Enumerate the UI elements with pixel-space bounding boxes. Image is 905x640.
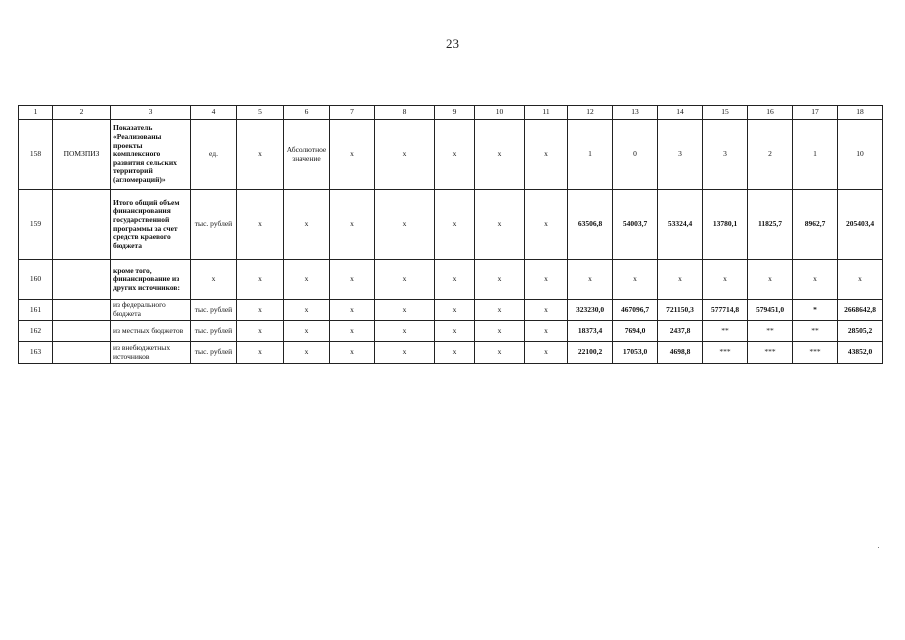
- indicator-code-cell: ПОМЗПИЗ: [53, 120, 111, 190]
- total-cell: 43852,0: [838, 342, 883, 364]
- table-cell: х: [330, 260, 375, 300]
- indicator-code-cell: [53, 342, 111, 364]
- table-cell: х: [525, 300, 568, 321]
- column-number-cell: 8: [375, 106, 435, 120]
- table-cell: х: [525, 321, 568, 342]
- value-cell: 13780,1: [703, 190, 748, 260]
- indicator-code-cell: [53, 321, 111, 342]
- table-cell: х: [435, 342, 475, 364]
- indicator-name-cell: кроме того, финансирование из других источников:: [111, 260, 191, 300]
- table-cell: х: [475, 321, 525, 342]
- value-cell: 3: [703, 120, 748, 190]
- indicator-name-cell: из внебюджетных источников: [111, 342, 191, 364]
- row-number-cell: 162: [19, 321, 53, 342]
- table-cell: х: [525, 120, 568, 190]
- column-number-row: [19, 106, 883, 120]
- column-number-cell: 1: [19, 106, 53, 120]
- page-number: 23: [446, 36, 459, 51]
- total-cell: 28505,2: [838, 321, 883, 342]
- table-cell: х: [525, 260, 568, 300]
- table-cell: х: [375, 300, 435, 321]
- value-cell: 53324,4: [658, 190, 703, 260]
- value-cell: 22100,2: [568, 342, 613, 364]
- total-cell: 205403,4: [838, 190, 883, 260]
- column-number-cell: 14: [658, 106, 703, 120]
- unit-cell: тыс. рублей: [191, 342, 237, 364]
- table-cell: х: [375, 190, 435, 260]
- row-number-cell: 161: [19, 300, 53, 321]
- value-cell: ***: [703, 342, 748, 364]
- value-cell: х: [613, 260, 658, 300]
- column-number-cell: 7: [330, 106, 375, 120]
- column-number-cell: 2: [53, 106, 111, 120]
- table-cell: х: [237, 260, 284, 300]
- table-cell: х: [435, 300, 475, 321]
- total-cell: 10: [838, 120, 883, 190]
- table-cell: х: [525, 342, 568, 364]
- row-number-cell: 159: [19, 190, 53, 260]
- value-cell: 0: [613, 120, 658, 190]
- table-cell: х: [435, 120, 475, 190]
- table-cell: х: [284, 190, 330, 260]
- table-cell: х: [284, 321, 330, 342]
- table-cell: х: [284, 342, 330, 364]
- value-cell: 467096,7: [613, 300, 658, 321]
- table-cell: х: [375, 342, 435, 364]
- column-number-cell: 18: [838, 106, 883, 120]
- value-cell: 579451,0: [748, 300, 793, 321]
- row-number-cell: 160: [19, 260, 53, 300]
- table-cell: х: [237, 321, 284, 342]
- table-cell: х: [284, 300, 330, 321]
- row-number-cell: 158: [19, 120, 53, 190]
- value-cell: 2: [748, 120, 793, 190]
- indicator-code-cell: [53, 300, 111, 321]
- value-cell: 3: [658, 120, 703, 190]
- value-cell: **: [793, 321, 838, 342]
- value-cell: 4698,8: [658, 342, 703, 364]
- table-row: [19, 120, 883, 190]
- value-cell: **: [748, 321, 793, 342]
- table-cell: х: [237, 300, 284, 321]
- value-cell: х: [748, 260, 793, 300]
- table-cell: х: [330, 120, 375, 190]
- unit-cell: ед.: [191, 120, 237, 190]
- table-cell: х: [284, 260, 330, 300]
- value-cell: 54003,7: [613, 190, 658, 260]
- column-number-cell: 9: [435, 106, 475, 120]
- column-number-cell: 13: [613, 106, 658, 120]
- value-cell: *: [793, 300, 838, 321]
- table-cell: х: [375, 120, 435, 190]
- table-cell: х: [237, 342, 284, 364]
- column-number-cell: 5: [237, 106, 284, 120]
- table-cell: х: [330, 321, 375, 342]
- table-cell: х: [475, 260, 525, 300]
- table-cell: х: [237, 120, 284, 190]
- row-number-cell: 163: [19, 342, 53, 364]
- value-cell: 2437,8: [658, 321, 703, 342]
- indicator-name-cell: Показатель «Реализованы проекты комплексного развития сельских территорий (агломераций)»: [111, 120, 191, 190]
- table-cell: х: [375, 260, 435, 300]
- value-cell: 1: [568, 120, 613, 190]
- table-row: [19, 190, 883, 260]
- value-cell: 7694,0: [613, 321, 658, 342]
- value-cell: 1: [793, 120, 838, 190]
- table-cell: х: [475, 190, 525, 260]
- table-row: [19, 260, 883, 300]
- value-cell: 721150,3: [658, 300, 703, 321]
- column-number-cell: 11: [525, 106, 568, 120]
- table-cell: х: [525, 190, 568, 260]
- unit-cell: х: [191, 260, 237, 300]
- total-cell: 2668642,8: [838, 300, 883, 321]
- value-cell: х: [793, 260, 838, 300]
- value-cell: 577714,8: [703, 300, 748, 321]
- value-cell: 8962,7: [793, 190, 838, 260]
- indicator-name-cell: Итого общий объем финансирования государственной программы за счет средств краевого бюджета: [111, 190, 191, 260]
- column-number-cell: 6: [284, 106, 330, 120]
- unit-cell: тыс. рублей: [191, 300, 237, 321]
- column-number-cell: 3: [111, 106, 191, 120]
- column-number-cell: 16: [748, 106, 793, 120]
- total-cell: х: [838, 260, 883, 300]
- table-cell: х: [237, 190, 284, 260]
- table-cell: х: [435, 190, 475, 260]
- value-cell: 17053,0: [613, 342, 658, 364]
- table-cell: Абсолютное значение: [284, 120, 330, 190]
- table-row: [19, 300, 883, 321]
- table-cell: х: [475, 300, 525, 321]
- value-cell: 18373,4: [568, 321, 613, 342]
- column-number-cell: 17: [793, 106, 838, 120]
- table-cell: х: [475, 120, 525, 190]
- value-cell: 323230,0: [568, 300, 613, 321]
- value-cell: х: [658, 260, 703, 300]
- column-number-cell: 12: [568, 106, 613, 120]
- table-row: [19, 321, 883, 342]
- table-cell: х: [330, 342, 375, 364]
- program-table: [18, 105, 883, 364]
- scan-speck: [878, 547, 879, 548]
- value-cell: 63506,8: [568, 190, 613, 260]
- table-cell: х: [475, 342, 525, 364]
- value-cell: ***: [748, 342, 793, 364]
- value-cell: х: [568, 260, 613, 300]
- value-cell: **: [703, 321, 748, 342]
- table-cell: х: [435, 321, 475, 342]
- table-cell: х: [330, 300, 375, 321]
- indicator-code-cell: [53, 260, 111, 300]
- table-cell: х: [330, 190, 375, 260]
- value-cell: 11825,7: [748, 190, 793, 260]
- value-cell: ***: [793, 342, 838, 364]
- indicator-code-cell: [53, 190, 111, 260]
- value-cell: х: [703, 260, 748, 300]
- unit-cell: тыс. рублей: [191, 321, 237, 342]
- unit-cell: тыс. рублей: [191, 190, 237, 260]
- table-cell: х: [435, 260, 475, 300]
- column-number-cell: 4: [191, 106, 237, 120]
- indicator-name-cell: из местных бюджетов: [111, 321, 191, 342]
- column-number-cell: 10: [475, 106, 525, 120]
- table-row: [19, 342, 883, 364]
- table-cell: х: [375, 321, 435, 342]
- indicator-name-cell: из федерального бюджета: [111, 300, 191, 321]
- column-number-cell: 15: [703, 106, 748, 120]
